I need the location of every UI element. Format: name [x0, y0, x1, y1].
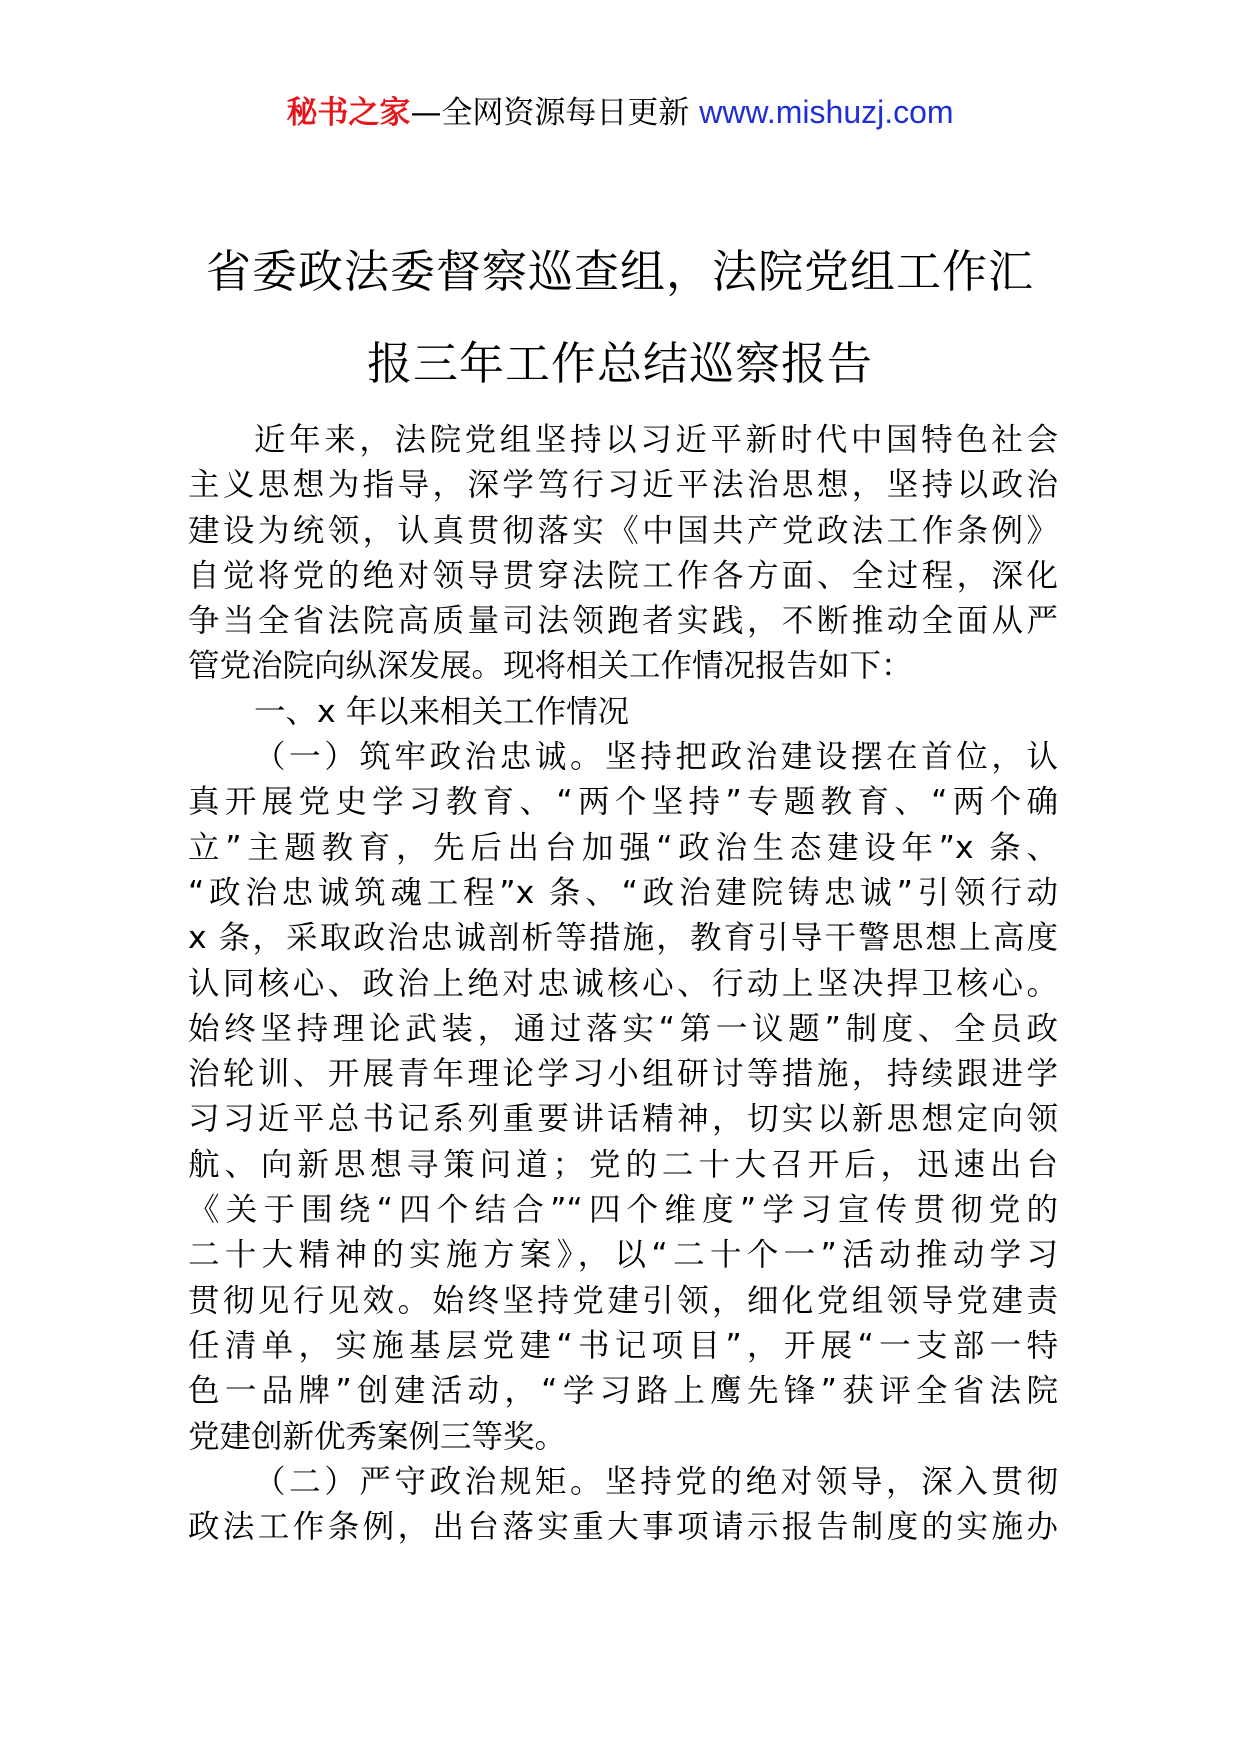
body-line: 始终坚持理论武装，通过落实“第一议题”制度、全员政: [188, 1010, 1058, 1047]
body-line: （二）严守政治规矩。坚持党的绝对领导，深入贯彻: [254, 1463, 1058, 1500]
body-line: 建设为统领，认真贯彻落实《中国共产党政法工作条例》: [188, 512, 1058, 549]
body-line: 争当全省法院高质量司法领跑者实践，不断推动全面从严: [188, 603, 1058, 640]
body-line: 治轮训、开展青年理论学习小组研讨等措施，持续跟进学: [188, 1056, 1058, 1093]
body-line: （一）筑牢政治忠诚。坚持把政治建设摆在首位，认: [254, 739, 1058, 776]
body-line: 习习近平总书记系列重要讲话精神，切实以新思想定向领: [188, 1101, 1058, 1138]
title-line-2: 报三年工作总结巡察报告: [366, 337, 873, 390]
body-line: 管党治院向纵深发展。现将相关工作情况报告如下：: [188, 648, 913, 685]
body-line: “政治忠诚筑魂工程”x 条、“政治建院铸忠诚”引领行动: [188, 874, 1058, 911]
body-line: 色一品牌”创建活动，“学习路上鹰先锋”获评全省法院: [188, 1373, 1058, 1410]
body-line: 主义思想为指导，深学笃行习近平法治思想，坚持以政治: [188, 467, 1058, 504]
header-tagline: —全网资源每日更新: [410, 95, 700, 131]
site-url-link[interactable]: www.mishuzj.com: [699, 94, 954, 130]
body-line: 自觉将党的绝对领导贯穿法院工作各方面、全过程，深化: [188, 557, 1058, 594]
body-line: 《关于围绕“四个结合”“四个维度”学习宣传贯彻党的: [188, 1192, 1058, 1229]
body-line: 近年来，法院党组坚持以习近平新时代中国特色社会: [254, 422, 1058, 458]
body-line: 政法工作条例，出台落实重大事项请示报告制度的实施办: [188, 1509, 1058, 1546]
brand-name: 秘书之家: [286, 95, 411, 131]
site-header: [0, 92, 1240, 133]
body-line: 真开展党史学习教育、“两个坚持”专题教育、“两个确: [188, 784, 1058, 821]
body-line: 党建创新优秀案例三等奖。: [188, 1418, 567, 1455]
body-line: 立”主题教育，先后出台加强“政治生态建设年”x 条、: [188, 829, 1058, 866]
title-line-1: 省委政法委督察巡查组，法院党组工作汇: [205, 245, 1034, 298]
body-line: 二十大精神的实施方案》，以“二十个一”活动推动学习: [188, 1237, 1058, 1274]
section-heading: 一、x 年以来相关工作情况: [254, 693, 630, 730]
body-line: 航、向新思想寻策问道；党的二十大召开后，迅速出台: [188, 1146, 1058, 1183]
body-line: 任清单，实施基层党建“书记项目”，开展“一支部一特: [188, 1327, 1058, 1364]
document-title: [160, 226, 1080, 410]
body-line: x 条，采取政治忠诚剖析等措施，教育引导干警思想上高度: [188, 920, 1058, 957]
body-line: 认同核心、政治上绝对忠诚核心、行动上坚决捍卫核心。: [188, 965, 1058, 1002]
document-body: [188, 418, 1058, 1550]
body-line: 贯彻见行见效。始终坚持党建引领，细化党组领导党建责: [188, 1282, 1058, 1319]
